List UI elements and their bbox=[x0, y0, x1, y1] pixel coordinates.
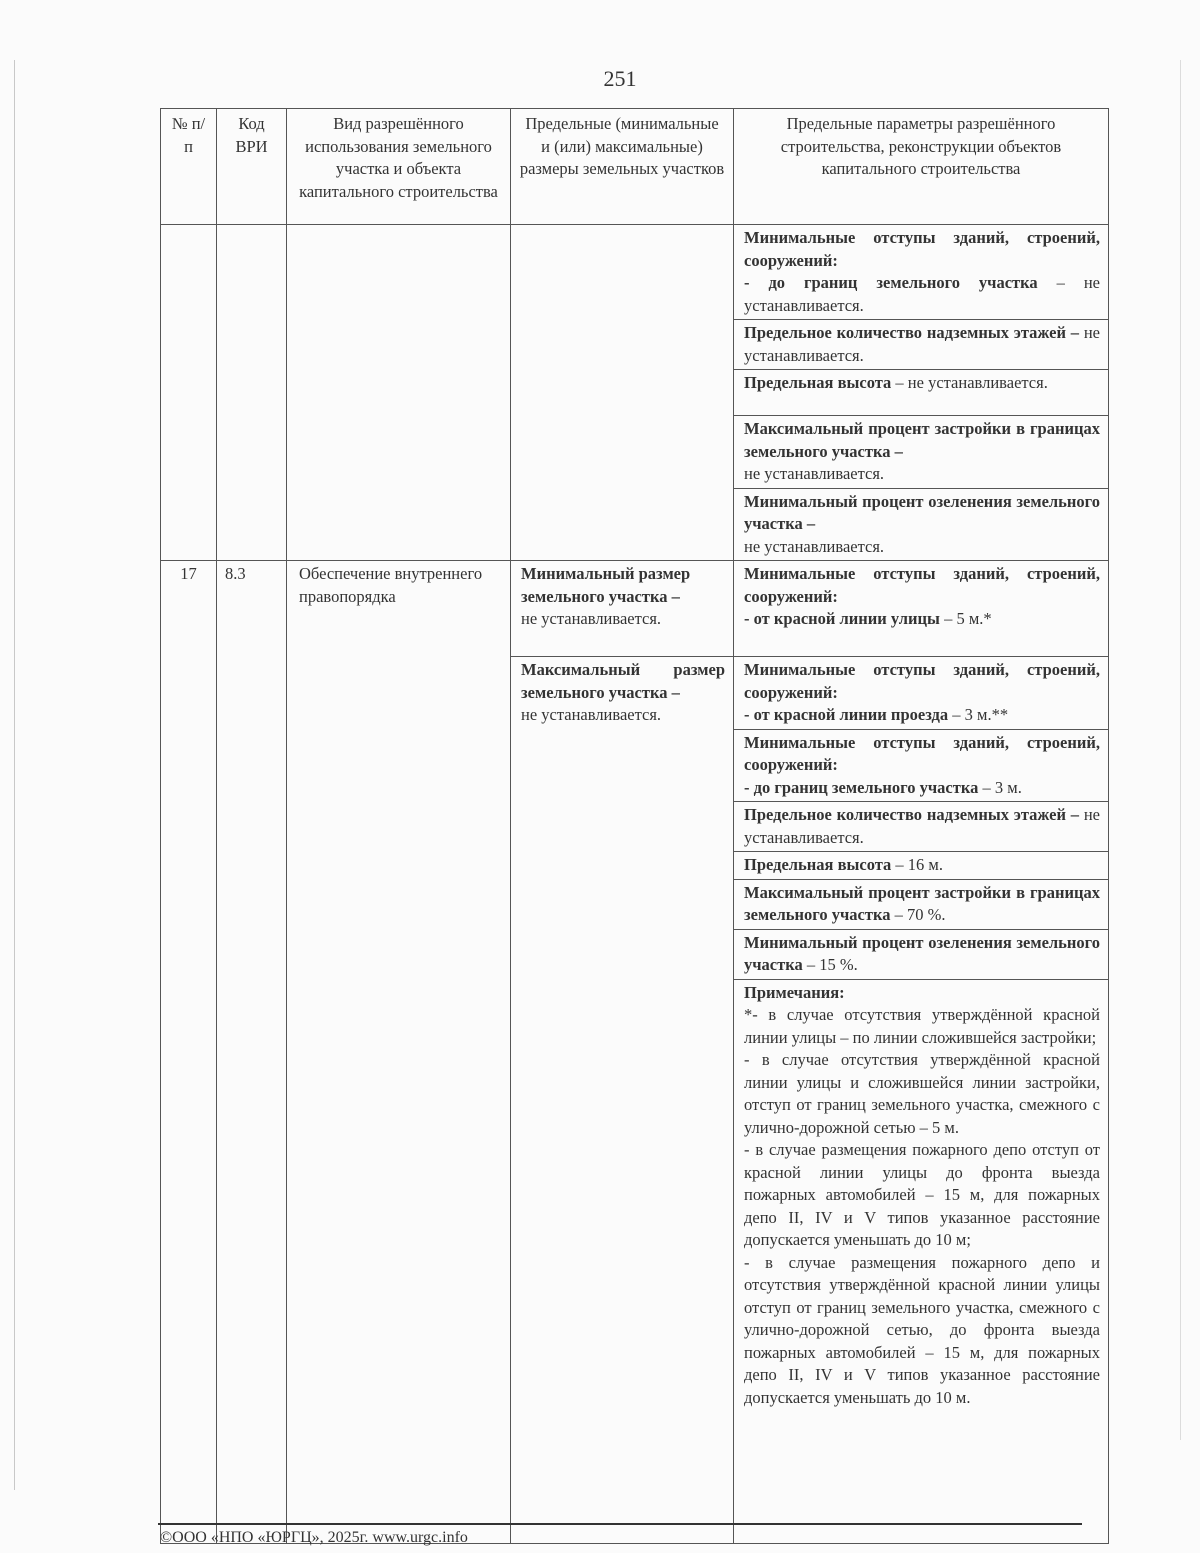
param-bold: - от красной линии проезда bbox=[744, 705, 949, 724]
header-code: Код ВРИ bbox=[217, 109, 287, 225]
param-value: не устанавливается. bbox=[744, 323, 1100, 365]
param-cell bbox=[734, 802, 1109, 852]
param-value: – 70 %. bbox=[890, 905, 946, 924]
table-row bbox=[161, 561, 1109, 657]
param-value: не устанавливается. bbox=[744, 536, 885, 556]
param-cell bbox=[734, 729, 1109, 802]
size-min-value: не устанавливается. bbox=[521, 609, 662, 628]
param-value: – 15 %. bbox=[802, 955, 858, 974]
param-value: – 3 м.** bbox=[948, 705, 1009, 724]
param-bold: Минимальные отступы зданий, строений, сооружений: bbox=[744, 564, 1100, 606]
param-cell bbox=[734, 320, 1109, 370]
footer-copyright: ©ООО «НПО «ЮРГЦ», 2025г. www.urgc.info bbox=[160, 1529, 468, 1546]
empty-cell bbox=[511, 225, 734, 561]
footer-divider bbox=[158, 1523, 1082, 1525]
param-bold: Максимальный процент застройки в границах земельного участка – bbox=[744, 419, 1100, 461]
notes-title: Примечания: bbox=[744, 982, 845, 1002]
param-cell bbox=[734, 561, 1109, 657]
param-cell bbox=[734, 416, 1109, 489]
param-cell bbox=[734, 657, 1109, 730]
table-row bbox=[161, 225, 1109, 320]
param-bold: Предельная высота bbox=[744, 373, 892, 392]
param-bold: Минимальный процент озеленения земельного участка – bbox=[744, 491, 1100, 533]
row-code: 8.3 bbox=[217, 561, 287, 1544]
param-cell bbox=[734, 225, 1109, 320]
table-header-row bbox=[161, 109, 1109, 225]
param-value: не устанавливается. bbox=[744, 464, 885, 483]
size-min-cell bbox=[511, 561, 734, 657]
param-cell bbox=[734, 929, 1109, 979]
empty-cell bbox=[287, 225, 511, 561]
size-max-cell bbox=[511, 657, 734, 1544]
header-size: Предельные (минимальные и (или) максимальные) размеры земельных участков bbox=[511, 109, 734, 225]
regulations-table bbox=[160, 108, 1109, 1544]
size-min-label: Минимальный размер земельного участка – bbox=[521, 564, 691, 606]
param-value: – 3 м. bbox=[978, 777, 1022, 797]
param-bold: Предельное количество надземных этажей – bbox=[744, 323, 1080, 342]
param-bold: Максимальный процент застройки в границах земельного участка bbox=[744, 882, 1100, 924]
param-cell bbox=[734, 852, 1109, 880]
param-cell bbox=[734, 488, 1109, 561]
empty-cell bbox=[161, 225, 217, 561]
header-type: Вид разрешённого использования земельного участка и объекта капитального строительства bbox=[287, 109, 511, 225]
note-item: *- в случае отсутствия утверждённой красной линии улицы – по линии сложившейся застройки; bbox=[744, 1005, 1100, 1047]
scan-edge-line bbox=[14, 60, 15, 1490]
size-max-label: Максимальный размер земельного участка – bbox=[521, 660, 725, 702]
header-num: № п/п bbox=[161, 109, 217, 225]
param-value: – 5 м.* bbox=[939, 609, 992, 628]
param-bold: - от красной линии улицы bbox=[744, 609, 940, 628]
notes-cell bbox=[734, 979, 1109, 1543]
param-bold: Минимальный процент озеленения земельного участка bbox=[744, 932, 1100, 974]
param-bold: Минимальные отступы зданий, строений, сооружений: bbox=[744, 228, 1100, 270]
size-max-value: не устанавливается. bbox=[521, 705, 662, 724]
param-bold: - до границ земельного участка bbox=[744, 777, 979, 797]
note-item: - в случае отсутствия утверждённой красной линии улицы и сложившейся линии застройки, отступ от границ земельного участка, смежного с улично-дорожной сетью – 5 м. bbox=[744, 1050, 1100, 1137]
param-value: – не устанавливается. bbox=[891, 373, 1048, 392]
scan-edge-line bbox=[1180, 60, 1181, 1440]
param-bold: - до границ земельного участка bbox=[744, 273, 1038, 292]
page-number: 251 bbox=[603, 66, 637, 91]
header-params: Предельные параметры разрешённого строительства, реконструкции объектов капитального строительства bbox=[734, 109, 1109, 225]
param-cell bbox=[734, 370, 1109, 416]
param-bold: Предельное количество надземных этажей – bbox=[744, 805, 1080, 824]
empty-cell bbox=[217, 225, 287, 561]
row-type: Обеспечение внутреннего правопорядка bbox=[287, 561, 511, 1544]
note-item: - в случае размещения пожарного депо и отсутствия утверждённой красной линии улицы отступ от границ земельного участка, смежного с улично-дорожной сетью, до фронта выезда пожарных автомобилей – 15 м, для пожарных депо II, IV и V типов указанное расстояние допускается уменьшать до 10 м. bbox=[744, 1252, 1100, 1407]
param-value: – не устанавливается. bbox=[744, 273, 1100, 315]
row-number: 17 bbox=[161, 561, 217, 1544]
param-cell bbox=[734, 879, 1109, 929]
param-bold: Предельная высота bbox=[744, 855, 892, 874]
param-bold: Минимальные отступы зданий, строений, сооружений: bbox=[744, 660, 1100, 702]
note-item: - в случае размещения пожарного депо отступ от красной линии улицы до фронта выезда пожарных автомобилей – 15 м, для пожарных депо II, IV и V типов указанное расстояние допускается уменьшать до 10 м; bbox=[744, 1140, 1100, 1249]
param-value: не устанавливается. bbox=[744, 805, 1100, 847]
param-bold: Минимальные отступы зданий, строений, сооружений: bbox=[744, 732, 1100, 774]
param-value: – 16 м. bbox=[891, 855, 943, 874]
